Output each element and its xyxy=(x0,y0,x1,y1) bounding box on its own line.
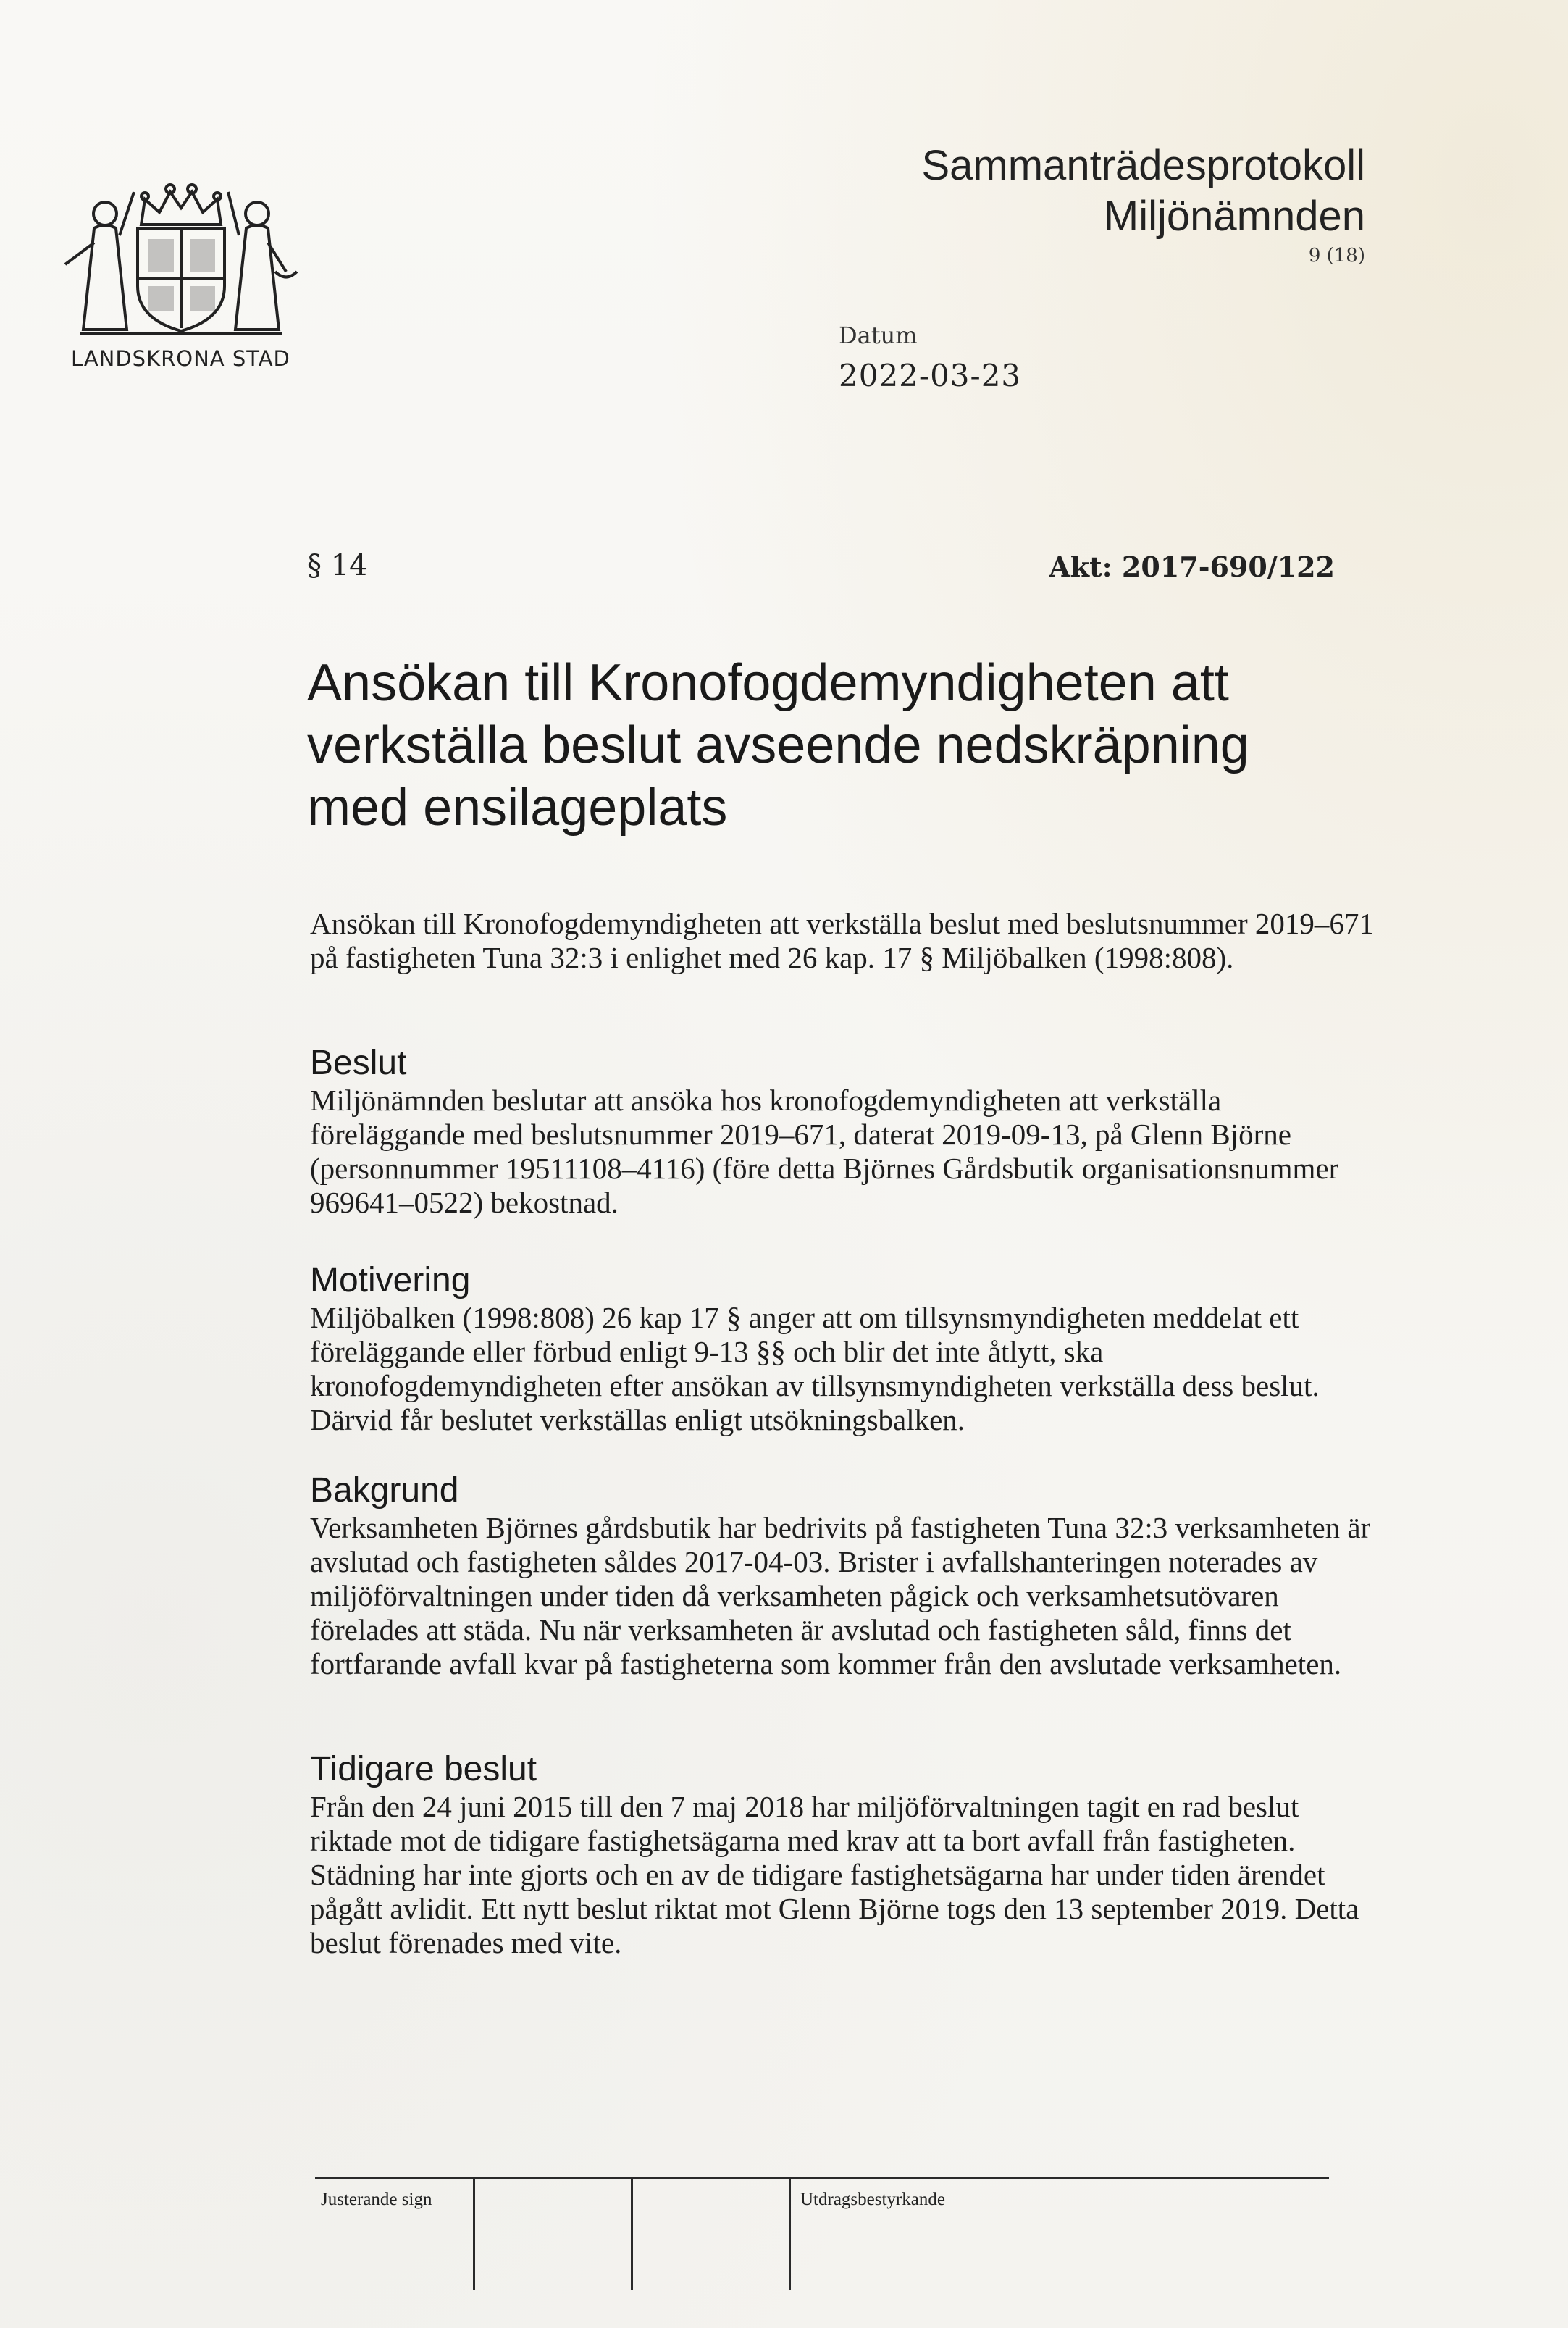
tidigare-beslut-section xyxy=(310,1749,1382,1960)
utdragsbestyrkande-label: Utdragsbestyrkande xyxy=(800,2190,945,2209)
page-title: Ansökan till Kronofogdemyndigheten att verkställa beslut avseende nedskräpning med ensilageplats xyxy=(307,654,1249,837)
tidigare-beslut-text: Från den 24 juni 2015 till den 7 maj 2018 har miljöförvaltningen tagit en rad beslut riktade mot de tidigare fastighetsägarna med krav att ta bort avfall från fastigheten. Städning har inte gjorts och en av de tidigare fastighetsägarna har under tiden ärendet pågått avlidit. Ett nytt beslut riktat mot Glenn Björne togs den 13 september 2019. Detta beslut förenades med vite. xyxy=(310,1790,1359,1959)
motivering-section xyxy=(310,1260,1382,1437)
page-number: 9 (18) xyxy=(1308,245,1365,267)
intro-section xyxy=(310,907,1382,975)
signature-divider xyxy=(789,2177,791,2290)
date-label: Datum xyxy=(839,322,918,349)
document-type xyxy=(921,141,1365,242)
intro-text: Ansökan till Kronofogdemyndigheten att verkställa beslut med beslutsnummer 2019–671 på fastigheten Tuna 32:3 i enlighet med 26 kap. 17 § Miljöbalken (1998:808). xyxy=(310,907,1374,974)
document-type-line1: Sammanträdesprotokoll xyxy=(921,142,1365,189)
motivering-heading: Motivering xyxy=(310,1261,471,1299)
case-number: Akt: 2017-690/122 xyxy=(1049,550,1335,583)
beslut-section xyxy=(310,1043,1382,1220)
signature-divider xyxy=(473,2177,475,2290)
justerande-sign-label: Justerande sign xyxy=(321,2190,432,2209)
coat-of-arms-icon xyxy=(58,163,304,344)
bakgrund-heading: Bakgrund xyxy=(310,1471,459,1510)
motivering-text: Miljöbalken (1998:808) 26 kap 17 § anger att om tillsynsmyndigheten meddelat ett föreläggande eller förbud enligt 9-13 §§ och blir det inte åtlytt, ska kronofogdemyndigheten efter ansökan av tillsynsmyndigheten verkställa dess beslut. Därvid får beslutet verkställas enligt utsökningsbalken. xyxy=(310,1301,1320,1436)
document-type-line2: Miljönämnden xyxy=(1103,193,1365,240)
signature-table xyxy=(315,2177,1329,2293)
paragraph-number: § 14 xyxy=(307,549,368,582)
date-value: 2022-03-23 xyxy=(839,358,1022,393)
bakgrund-section xyxy=(310,1470,1382,1681)
bakgrund-text: Verksamheten Björnes gårdsbutik har bedrivits på fastigheten Tuna 32:3 verksamheten är avslutad och fastigheten såldes 2017-04-03. Brister i avfallshanteringen noterades av miljöförvaltningen under tiden då verksamheten pågick och verksamhetsutövaren förelades att städa. Nu när verksamheten är avslutad och fastigheten såld, finns det fortfarande avfall kvar på fastigheterna som kommer från den avslutade verksamheten. xyxy=(310,1511,1371,1680)
signature-divider xyxy=(631,2177,633,2290)
signature-top-line xyxy=(315,2177,1329,2179)
beslut-text: Miljönämnden beslutar att ansöka hos kronofogdemyndigheten att verkställa föreläggande med beslutsnummer 2019–671, daterat 2019-09-13, på Glenn Björne (personnummer 19511108–4116) (före detta Björnes Gårdsbutik organisationsnummer 969641–0522) bekostnad. xyxy=(310,1084,1339,1219)
tidigare-beslut-heading: Tidigare beslut xyxy=(310,1750,537,1788)
organization-name: LANDSKRONA STAD xyxy=(71,346,290,371)
beslut-heading: Beslut xyxy=(310,1044,407,1082)
